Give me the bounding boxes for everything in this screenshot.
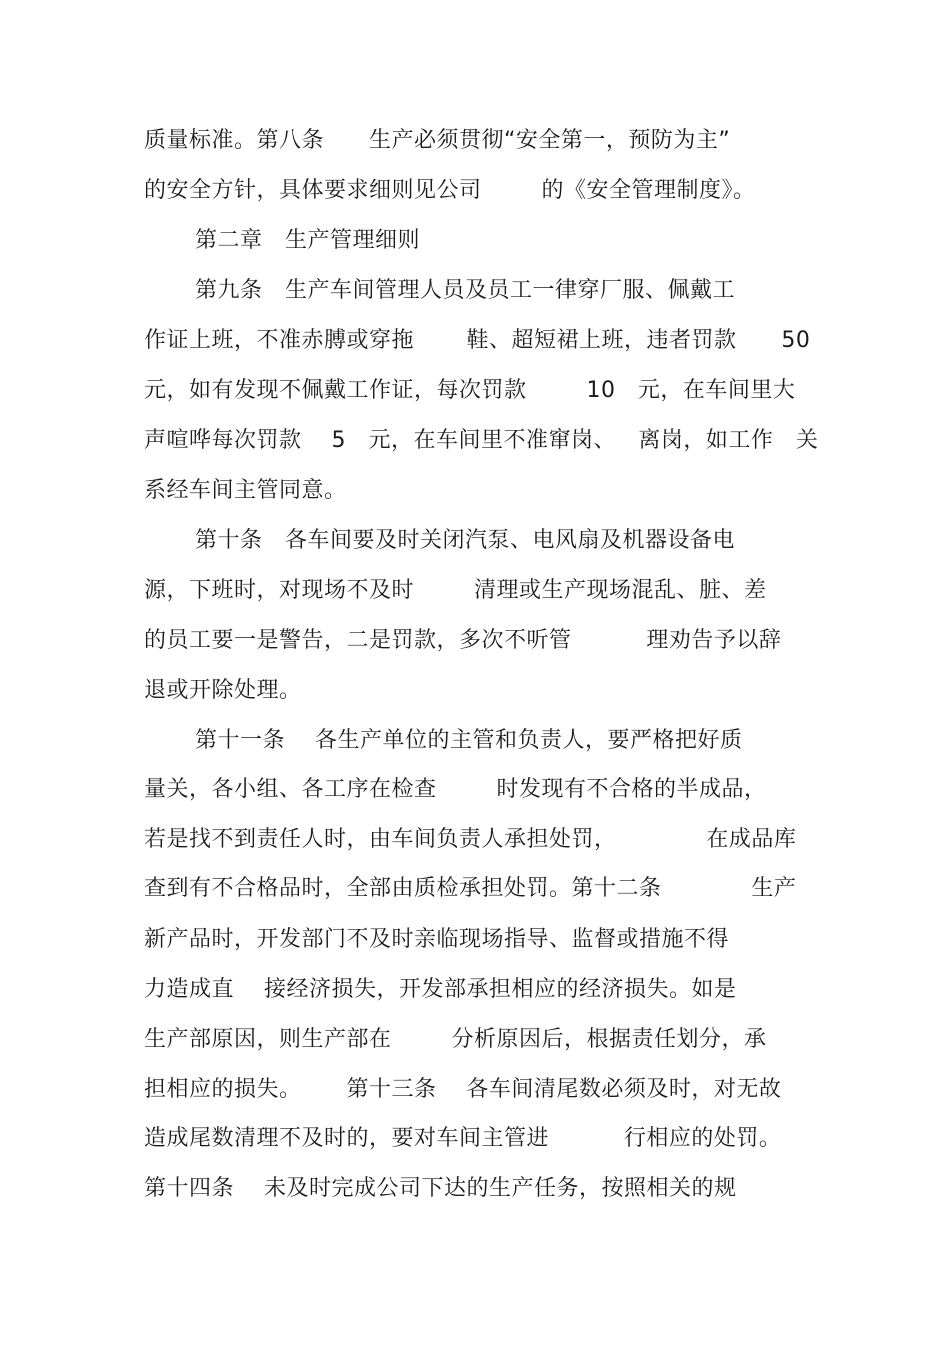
text-line-15: 若是找不到责任人时，由车间负责人承担处罚， 在成品库 (144, 827, 797, 852)
text-line-4: 第九条 生产车间管理人员及员工一律穿厂服、佩戴工 (195, 278, 735, 303)
text-line-5: 作证上班，不准赤膊或穿拖 鞋、超短裙上班，违者罚款 50 (144, 328, 811, 353)
text-line-13: 第十一条 各生产单位的主管和负责人，要严格把好质 (195, 728, 743, 753)
text-line-20: 担相应的损失。 第十三条 各车间清尾数必须及时，对无故 (144, 1077, 782, 1102)
text-line-22: 第十四条 未及时完成公司下达的生产任务，按照相关的规 (144, 1176, 737, 1201)
text-line-11: 的员工要一是警告，二是罚款，多次不听管 理劝告予以辞 (144, 628, 782, 653)
text-line-6: 元，如有发现不佩戴工作证，每次罚款 10 元，在车间里大 (144, 378, 796, 403)
text-line-8: 系经车间主管同意。 (144, 478, 347, 503)
text-line-10: 源，下班时，对现场不及时 清理或生产现场混乱、脏、差 (144, 578, 767, 603)
text-line-18: 力造成直 接经济损失，开发部承担相应的经济损失。如是 (144, 977, 737, 1002)
text-line-12: 退或开除处理。 (144, 678, 302, 703)
text-line-21: 造成尾数清理不及时的，要对车间主管进 行相应的处罚。 (144, 1126, 782, 1151)
text-line-1: 质量标准。第八条 生产必须贯彻“安全第一，预防为主” (144, 128, 731, 153)
text-line-16: 查到有不合格品时，全部由质检承担处罚。第十二条 生产 (144, 876, 797, 901)
text-line-2: 的安全方针，具体要求细则见公司 的《安全管理制度》。 (144, 178, 756, 203)
text-line-9: 第十条 各车间要及时关闭汽泵、电风扇及机器设备电 (195, 528, 735, 553)
text-line-14: 量关，各小组、各工序在检查 时发现有不合格的半成品， (144, 777, 767, 802)
text-line-19: 生产部原因，则生产部在 分析原因后，根据责任划分，承 (144, 1027, 767, 1052)
chapter-heading: 第二章 生产管理细则 (195, 228, 420, 253)
text-line-7: 声喧哗每次罚款 5 元，在车间里不准窜岗、 离岗，如工作 关 (144, 428, 819, 453)
text-line-17: 新产品时，开发部门不及时亲临现场指导、监督或措施不得 (144, 927, 730, 952)
